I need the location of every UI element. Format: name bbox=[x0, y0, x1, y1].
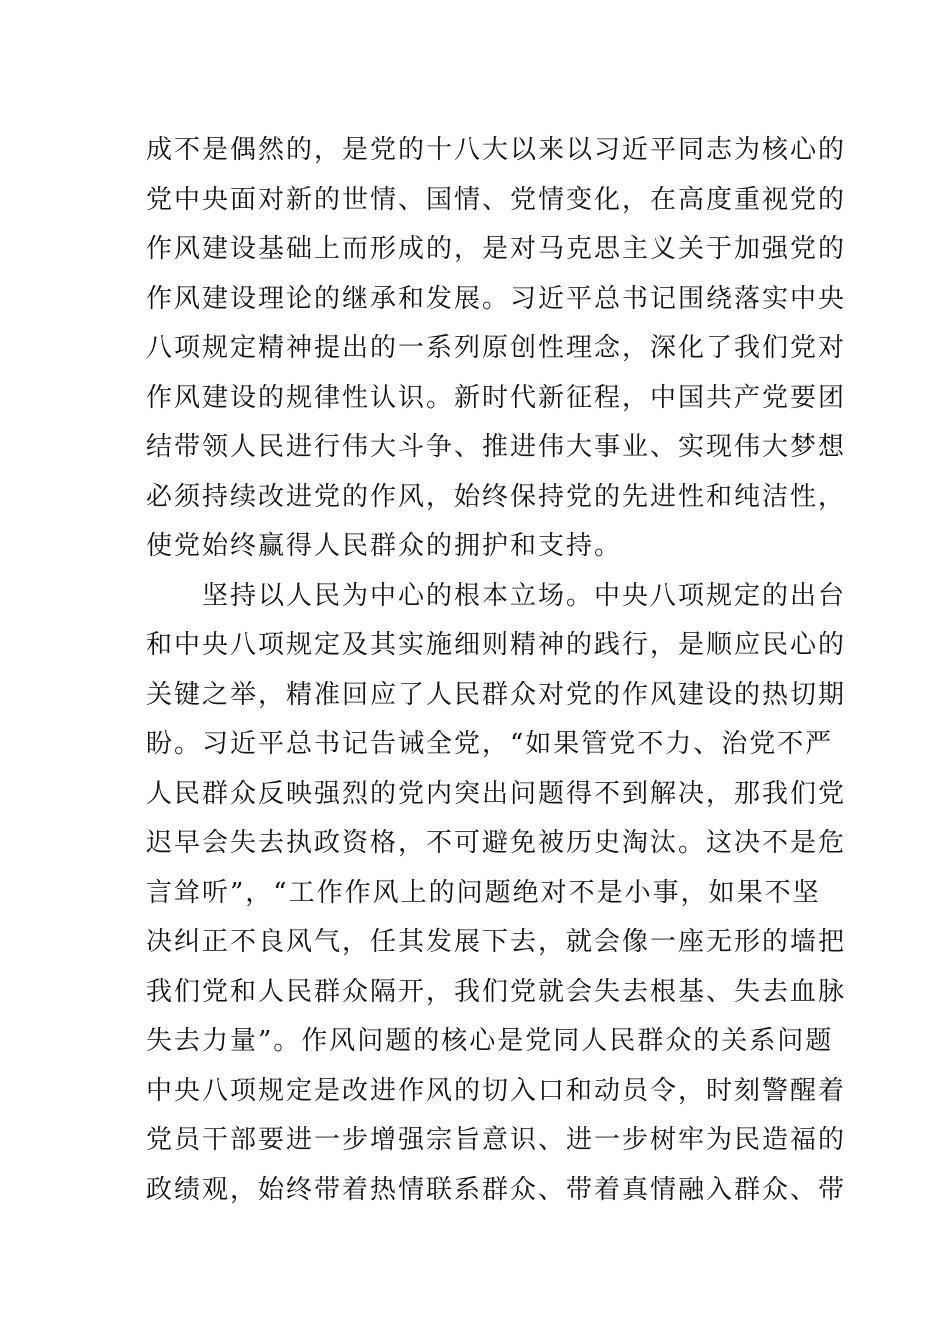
text-line: 坚持以人民为中心的根本立场。中央八项规定的出台 bbox=[202, 580, 847, 611]
body-text bbox=[146, 126, 847, 1215]
text-line: 决纠正不良风气，任其发展下去，就会像一座无形的墙把 bbox=[146, 927, 847, 957]
text-line: 八项规定精神提出的一系列原创性理念，深化了我们党对 bbox=[146, 333, 847, 363]
text-line: 作风建设基础上而形成的，是对马克思主义关于加强党的 bbox=[146, 234, 847, 264]
text-line: 结带领人民进行伟大斗争、推进伟大事业、实现伟大梦想 bbox=[146, 432, 847, 462]
text-line: 必须持续改进党的作风，始终保持党的先进性和纯洁性， bbox=[146, 481, 847, 512]
paragraph-1 bbox=[146, 126, 847, 572]
text-line: 政绩观，始终带着热情联系群众、带着真情融入群众、带 bbox=[146, 1174, 847, 1205]
text-line: 我们党和人民群众隔开，我们党就会失去根基、失去血脉 bbox=[146, 976, 847, 1007]
text-line: 使党始终赢得人民群众的拥护和支持。 bbox=[146, 531, 623, 561]
text-line: 中央八项规定是改进作风的切入口和动员令，时刻警醒着 bbox=[146, 1075, 847, 1106]
text-line: 迟早会失去执政资格，不可避免被历史淘汰。这决不是危 bbox=[146, 828, 847, 858]
text-line: 言耸听”，“工作作风上的问题绝对不是小事，如果不坚 bbox=[146, 877, 821, 908]
text-line: 作风建设的规律性认识。新时代新征程，中国共产党要团 bbox=[146, 382, 847, 413]
text-line: 和中央八项规定及其实施细则精神的践行，是顺应民心的 bbox=[146, 630, 847, 660]
text-line: 成不是偶然的，是党的十八大以来以习近平同志为核心的 bbox=[146, 135, 847, 165]
text-line: 失去力量”。作风问题的核心是党同人民群众的关系问题 bbox=[146, 1026, 834, 1056]
text-line: 盼。习近平总书记告诫全党，“如果管党不力、治党不严 bbox=[146, 729, 834, 759]
text-line: 人民群众反映强烈的党内突出问题得不到解决，那我们党 bbox=[146, 778, 847, 809]
text-line: 关键之举，精准回应了人民群众对党的作风建设的热切期 bbox=[146, 679, 847, 710]
text-line: 党员干部要进一步增强宗旨意识、进一步树牢为民造福的 bbox=[146, 1125, 847, 1155]
text-line: 党中央面对新的世情、国情、党情变化，在高度重视党的 bbox=[146, 184, 847, 215]
text-line: 作风建设理论的继承和发展。习近平总书记围绕落实中央 bbox=[146, 283, 847, 314]
paragraph-2 bbox=[146, 572, 847, 1216]
